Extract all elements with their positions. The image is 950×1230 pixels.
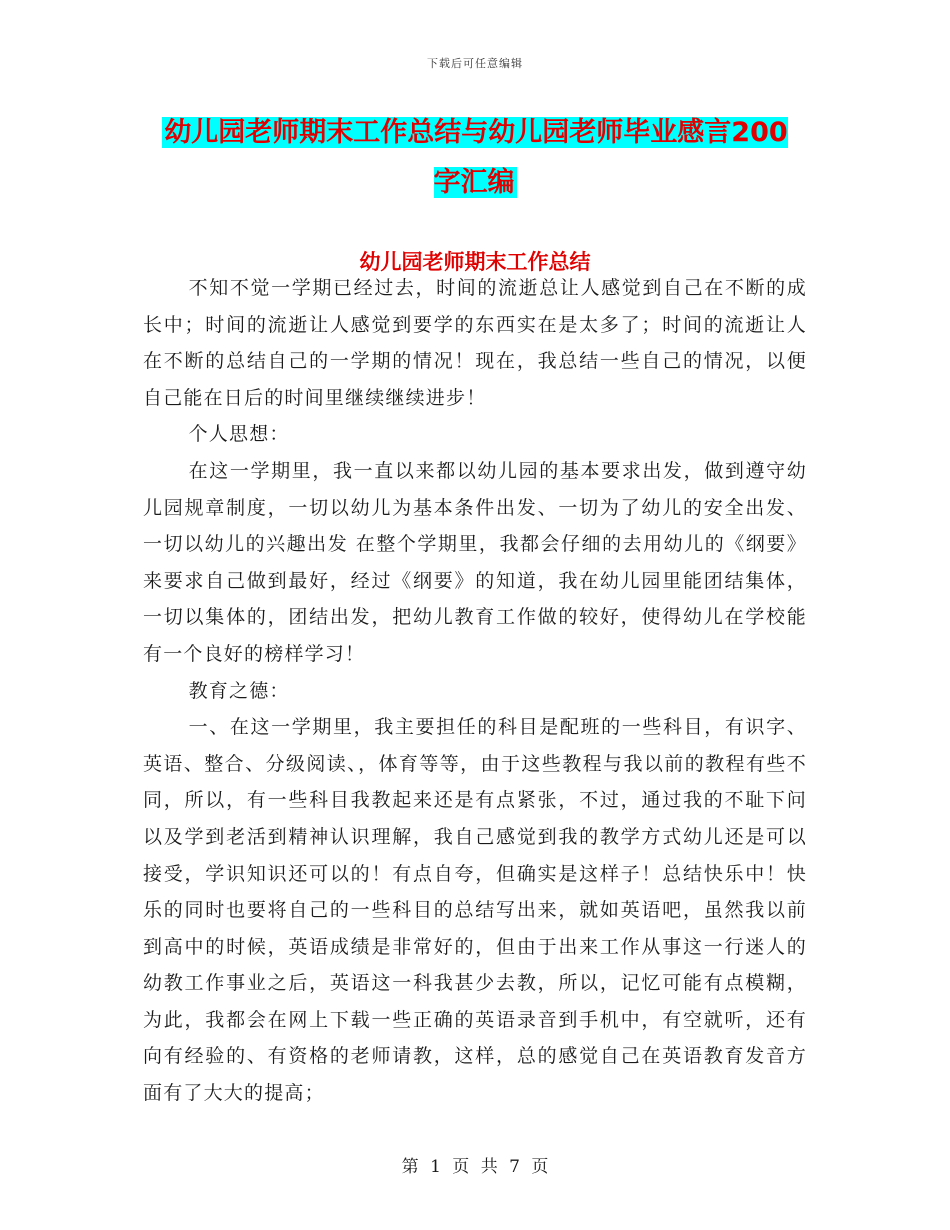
paragraph-teaching-ethics: 一、在这一学期里，我主要担任的科目是配班的一些科目，有识字、英语、整合、分级阅读、，体育等等，由于这些教程与我以前的教程有些不同，所以，有一些科目我教起来还是有点紧张，不过，通过我的不耻下问以及学到老活到精神认识理解，我自己感觉到我的教学方式幼儿还是可以接受，学识知识还可以的！有点自夸，但确实是这样子！总结快乐中！快乐的同时也要将自己的一些科目的总结写出来，就如英语吧，虽然我以前到高中的时候，英语成绩是非常好的，但由于出来工作从事这一行迷人的幼教工作事业之后，英语这一科我甚少去教，所以，记忆可能有点模糊，为此，我都会在网上下载一些正确的英语录音到手机中，有空就听，还有向有经验的、有资格的老师请教，这样，总的感觉自己在英语教育发音方面有了大大的提高；	[143, 716, 807, 1105]
page-number-footer: 第 1 页 共 7 页	[401, 1157, 549, 1177]
document-body	[143, 270, 807, 1112]
document-title	[150, 108, 800, 208]
subheading-teaching-ethics: 教育之德：	[188, 679, 290, 702]
paragraph-personal-thought: 在这一学期里，我一直以来都以幼儿园的基本要求出发，做到遵守幼儿园规章制度，一切以幼儿为基本条件出发、一切为了幼儿的安全出发、一切以幼儿的兴趣出发 在整个学期里，我都会仔细的去用幼儿的《纲要》来要求自己做到最好，经过《纲要》的知道，我在幼儿园里能团结集体，一切以集体的，团结出发，把幼儿教育工作做的较好，使得幼儿在学校能有一个良好的榜样学习！	[143, 459, 807, 665]
section-title: 幼儿园老师期末工作总结	[359, 250, 591, 274]
page-header-note: 下载后可任意编辑	[427, 57, 523, 70]
document-title-text: 幼儿园老师期末工作总结与幼儿园老师毕业感言200字汇编	[164, 117, 788, 198]
subheading-personal-thought: 个人思想：	[188, 423, 290, 446]
paragraph-intro: 不知不觉一学期已经过去，时间的流逝总让人感觉到自己在不断的成长中；时间的流逝让人感觉到要学的东西实在是太多了；时间的流逝让人在不断的总结自己的一学期的情况！现在，我总结一些自己的情况，以便自己能在日后的时间里继续继续进步！	[143, 277, 807, 409]
